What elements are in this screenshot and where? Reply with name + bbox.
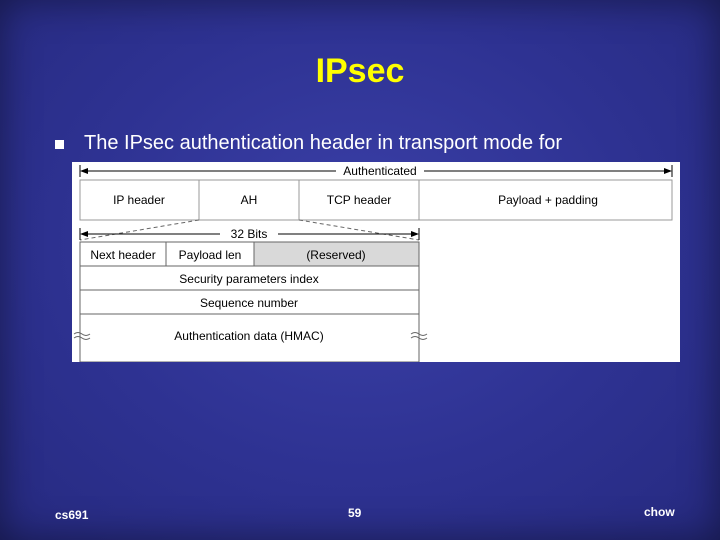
packet-field-payload: Payload + padding [498, 193, 598, 207]
packet-field-ip-header: IP header [113, 193, 165, 207]
packet-field-ah: AH [240, 193, 258, 207]
page-number: 59 [348, 506, 362, 520]
footer-course: cs691 [55, 508, 89, 522]
ah-diagram [72, 162, 680, 362]
bullet-text: The IPsec authentication header in transport mode for [84, 132, 563, 154]
field-auth-data: Authentication data (HMAC) [174, 329, 324, 343]
field-sequence-number: Sequence number [199, 296, 299, 310]
bits-label: 32 Bits [230, 227, 268, 241]
field-reserved: (Reserved) [306, 248, 366, 262]
field-spi: Security parameters index [179, 272, 319, 286]
field-payload-len: Payload len [178, 248, 242, 262]
slide-title: IPsec [315, 52, 405, 90]
bullet-square-icon [55, 140, 64, 149]
footer-author: chow [644, 505, 675, 519]
field-next-header: Next header [90, 248, 156, 262]
packet-field-tcp-header: TCP header [326, 193, 392, 207]
authenticated-label: Authenticated [343, 164, 417, 178]
